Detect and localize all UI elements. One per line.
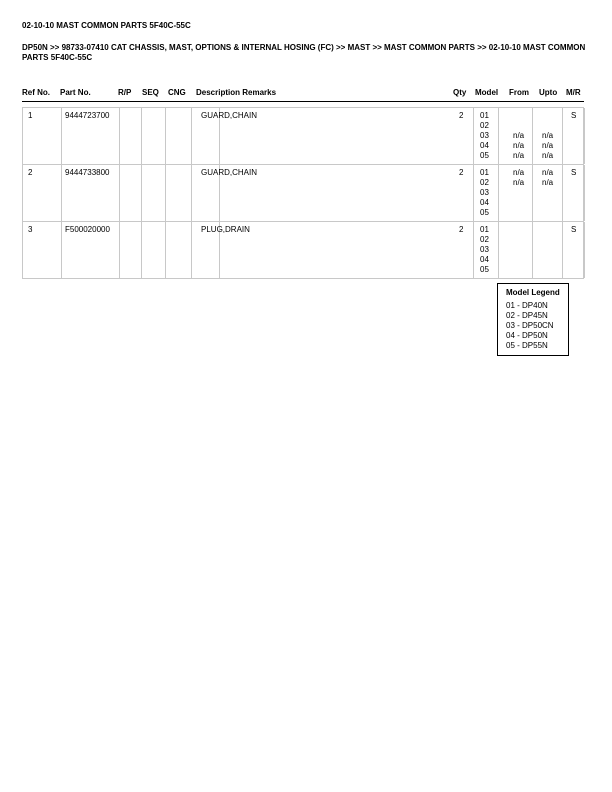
header-seq: SEQ [142, 88, 159, 97]
column-divider [141, 222, 142, 278]
column-divider [473, 165, 474, 221]
column-divider [61, 165, 62, 221]
header-ref-no: Ref No. [22, 88, 50, 97]
column-divider [532, 222, 533, 278]
column-divider [165, 222, 166, 278]
legend-item: 05 - DP55N [506, 341, 548, 350]
column-divider [119, 108, 120, 164]
column-divider [141, 108, 142, 164]
column-divider [61, 222, 62, 278]
table-row [22, 221, 584, 279]
column-divider [498, 165, 499, 221]
column-divider [532, 108, 533, 164]
model-code: 04 [480, 198, 489, 207]
model-code: 03 [480, 188, 489, 197]
table-row [22, 164, 584, 221]
model-code: 05 [480, 208, 489, 217]
header-model: Model [475, 88, 499, 97]
model-code: 05 [480, 151, 489, 160]
qty-cell: 2 [459, 225, 464, 234]
upto-value: n/a [542, 168, 554, 177]
column-divider [61, 108, 62, 164]
column-divider [165, 165, 166, 221]
column-divider [165, 108, 166, 164]
part-no-cell[interactable]: 9444733800 [65, 168, 110, 177]
legend-items [506, 301, 568, 351]
model-code: 01 [480, 225, 489, 234]
table-row [22, 107, 584, 164]
column-divider [473, 108, 474, 164]
column-divider [584, 108, 585, 164]
column-divider [141, 165, 142, 221]
upto-value: n/a [542, 141, 554, 150]
column-divider [532, 165, 533, 221]
model-code: 04 [480, 141, 489, 150]
model-code: 01 [480, 111, 489, 120]
from-value: n/a [513, 131, 525, 140]
header-mr: M/R [566, 88, 581, 97]
header-qty: Qty [453, 88, 467, 97]
mr-cell: S [571, 225, 577, 234]
from-value: n/a [513, 151, 525, 160]
description-cell: GUARD,CHAIN [201, 111, 258, 120]
legend-title: Model Legend [506, 288, 560, 297]
page-title: 02-10-10 MAST COMMON PARTS 5F40C-55C [22, 21, 191, 30]
header-divider [22, 101, 584, 102]
from-value: n/a [513, 141, 525, 150]
header-rp: R/P [118, 88, 132, 97]
column-divider [584, 222, 585, 278]
model-code: 02 [480, 235, 489, 244]
column-divider [498, 108, 499, 164]
column-divider [191, 165, 192, 221]
column-divider [191, 108, 192, 164]
mr-cell: S [571, 111, 577, 120]
column-divider [473, 222, 474, 278]
part-no-cell[interactable]: F500020000 [65, 225, 110, 234]
column-divider [562, 108, 563, 164]
from-value: n/a [513, 178, 525, 187]
mr-cell: S [571, 168, 577, 177]
parts-table [22, 107, 584, 279]
model-code: 05 [480, 265, 489, 274]
ref-no-cell: 3 [28, 225, 33, 234]
part-no-cell[interactable]: 9444723700 [65, 111, 110, 120]
header-cng: CNG [168, 88, 186, 97]
upto-value: n/a [542, 131, 554, 140]
from-value: n/a [513, 168, 525, 177]
model-code: 01 [480, 168, 489, 177]
upto-value: n/a [542, 151, 554, 160]
model-code: 03 [480, 245, 489, 254]
upto-value: n/a [542, 178, 554, 187]
column-divider [562, 222, 563, 278]
description-cell: PLUG,DRAIN [201, 225, 250, 234]
header-from: From [509, 88, 529, 97]
legend-item: 03 - DP50CN [506, 321, 554, 330]
column-divider [119, 222, 120, 278]
model-code: 02 [480, 178, 489, 187]
qty-cell: 2 [459, 168, 464, 177]
header-description: Description Remarks [196, 88, 277, 97]
column-divider [119, 165, 120, 221]
column-divider [191, 222, 192, 278]
description-cell: GUARD,CHAIN [201, 168, 258, 177]
column-divider [584, 165, 585, 221]
legend-item: 02 - DP45N [506, 311, 548, 320]
qty-cell: 2 [459, 111, 464, 120]
model-code: 03 [480, 131, 489, 140]
header-upto: Upto [539, 88, 558, 97]
ref-no-cell: 1 [28, 111, 33, 120]
column-divider [498, 222, 499, 278]
model-code: 04 [480, 255, 489, 264]
ref-no-cell: 2 [28, 168, 33, 177]
model-legend [497, 283, 569, 356]
column-divider [562, 165, 563, 221]
legend-item: 04 - DP50N [506, 331, 548, 340]
breadcrumb[interactable]: DP50N >> 98733-07410 CAT CHASSIS, MAST, OPTIONS & INTERNAL HOSING (FC) >> MAST >> MAST COMMON PARTS >> 02-10-10 MAST COMMON PARTS 5F40C-55C [22, 43, 586, 62]
legend-item: 01 - DP40N [506, 301, 548, 310]
header-part-no: Part No. [60, 88, 91, 97]
model-code: 02 [480, 121, 489, 130]
